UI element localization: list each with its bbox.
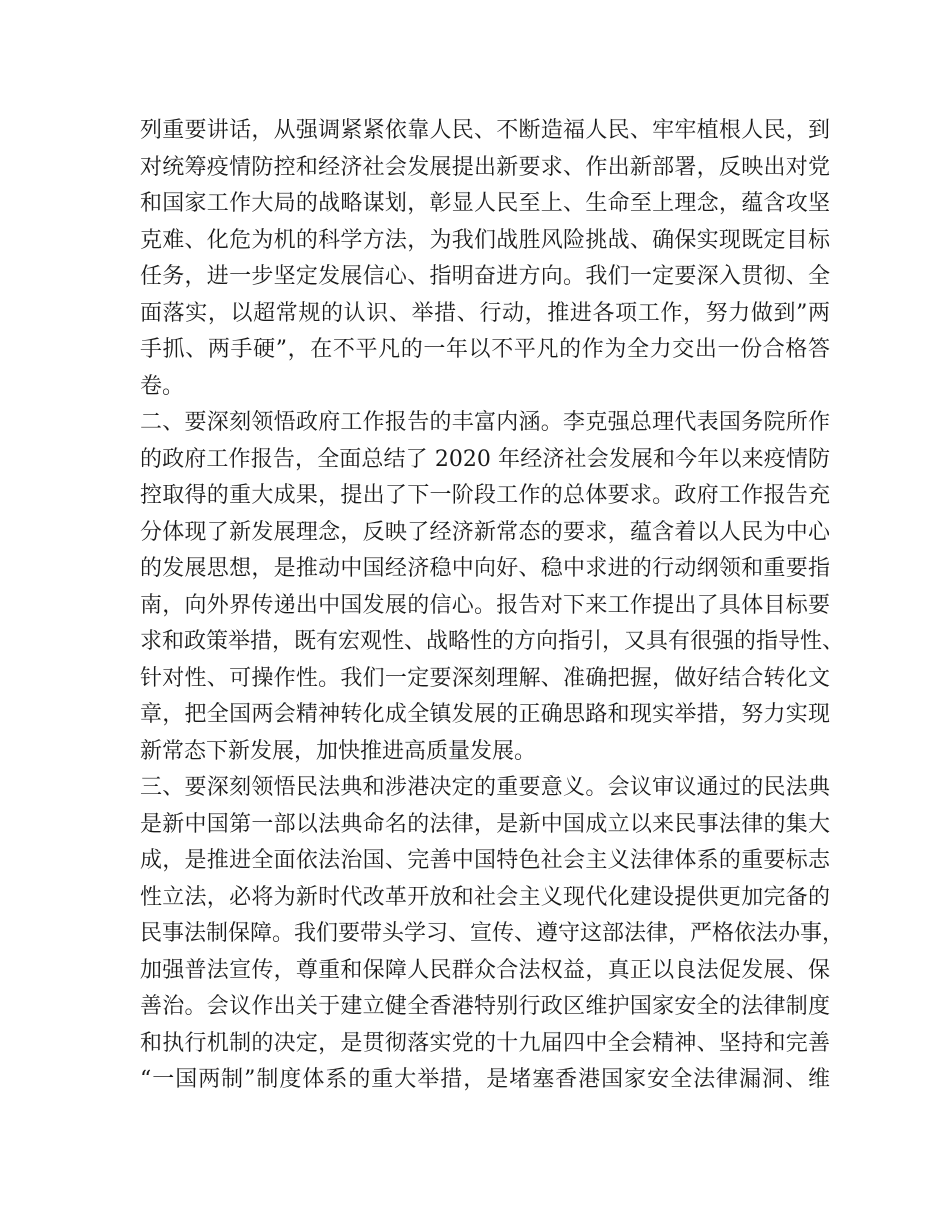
document-body [140,113,845,1099]
text-line: 列重要讲话，从强调紧紧依靠人民、不断造福人民、牢牢植根人民，到 [140,118,830,143]
text-line: 和执行机制的决定，是贯彻落实党的十九届四中全会精神、坚持和完善 [140,1030,830,1056]
text-line: 的发展思想，是推动中国经济稳中向好、稳中求进的行动纲领和重要指 [140,556,830,581]
text-line: “一国两制”制度体系的重大举措，是堵塞香港国家安全法律漏洞、维 [140,1067,830,1092]
text-line: 新常态下新发展，加快推进高质量发展。 [140,738,537,764]
text-line: 加强普法宣传，尊重和保障人民群众合法权益，真正以良法促发展、保 [140,957,830,983]
text-line: 针对性、可操作性。我们一定要深刻理解、准确把握，做好结合转化文 [140,665,830,691]
section-heading-line: 二、要深刻领悟政府工作报告的丰富内涵。李克强总理代表国务院所作 [140,410,830,435]
text-line: 手抓、两手硬”，在不平凡的一年以不平凡的作为全力交出一份合格答 [140,337,830,362]
text-line: 对统筹疫情防控和经济社会发展提出新要求、作出新部署，反映出对党 [140,154,830,180]
text-line: 章，把全国两会精神转化成全镇发展的正确思路和现实举措，努力实现 [140,702,830,727]
text-line: 面落实，以超常规的认识、举措、行动，推进各项工作，努力做到”两 [140,300,830,326]
text-line: 克难、化危为机的科学方法，为我们战胜风险挑战、确保实现既定目标 [140,227,830,253]
text-line: 是新中国第一部以法典命名的法律，是新中国成立以来民事法律的集大 [140,811,830,837]
text-line: 求和政策举措，既有宏观性、战略性的方向指引，又具有很强的指导性、 [140,629,845,654]
text-line: 和国家工作大局的战略谋划，彰显人民至上、生命至上理念，蕴含攻坚 [140,191,830,216]
section-heading-line: 三、要深刻领悟民法典和涉港决定的重要意义。会议审议通过的民法典 [140,775,830,800]
text-line: 控取得的重大成果，提出了下一阶段工作的总体要求。政府工作报告充 [140,483,830,508]
text-line: 性立法，必将为新时代改革开放和社会主义现代化建设提供更加完备的 [140,884,830,910]
text-line: 成，是推进全面依法治国、完善中国特色社会主义法律体系的重要标志 [140,848,830,873]
text-line: 南，向外界传递出中国发展的信心。报告对下来工作提出了具体目标要 [140,592,830,618]
text-line: 善治。会议作出关于建立健全香港特别行政区维护国家安全的法律制度 [140,994,830,1019]
text-line: 的政府工作报告，全面总结了 2020 年经济社会发展和今年以来疫情防 [140,446,830,472]
text-line: 民事法制保障。我们要带头学习、宣传、遵守这部法律，严格依法办事， [140,921,845,946]
text-line: 任务，进一步坚定发展信心、指明奋进方向。我们一定要深入贯彻、全 [140,264,830,289]
text-line: 卷。 [140,373,185,399]
text-line: 分体现了新发展理念，反映了经济新常态的要求，蕴含着以人民为中心 [140,519,830,545]
